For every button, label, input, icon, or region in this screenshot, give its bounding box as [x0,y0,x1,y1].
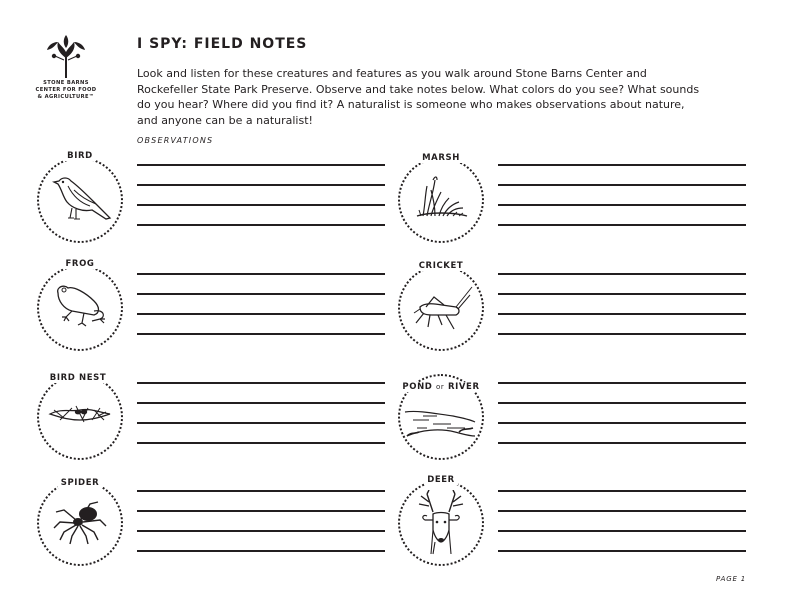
spider-icon [50,496,110,546]
bird-nest-label: BIRD NEST [47,373,109,383]
or-label: or [436,383,445,391]
marsh-label: MARSH [419,153,463,163]
bird-nest-icon [48,400,112,430]
pond-or-river-notes-lines[interactable] [498,382,746,462]
stone-barns-logo [24,34,108,101]
logo-line-3: & AGRICULTURE™ [37,94,95,100]
logo-line-2: CENTER FOR FOOD [35,87,97,93]
bird-label: BIRD [64,151,96,161]
deer-notes-lines[interactable] [498,490,746,570]
pond-label: POND [402,382,433,392]
page-title: I SPY: FIELD NOTES [137,36,308,52]
marsh-notes-lines[interactable] [498,164,746,244]
bird-notes-lines[interactable] [137,164,385,244]
deer-label: DEER [424,475,458,485]
pond-icon [403,406,477,440]
deer-icon [415,490,467,556]
river-label: RIVER [447,382,480,392]
spider-notes-lines[interactable] [137,490,385,570]
page-number: PAGE 1 [716,575,746,583]
tree-logo-icon [46,34,86,78]
observations-heading: OBSERVATIONS [137,136,214,145]
frog-icon [52,281,108,331]
bird-nest-notes-lines[interactable] [137,382,385,462]
logo-line-1: STONE BARNS [43,80,89,86]
cricket-label: CRICKET [416,261,467,271]
spider-label: SPIDER [58,478,103,488]
cricket-icon [412,283,474,331]
frog-notes-lines[interactable] [137,273,385,353]
pond-or-river-label [399,382,482,392]
intro-paragraph: Look and listen for these creatures and features as you walk around Stone Barns Center and Rockefeller State Park Preserve. Observe and take notes below. What colors do you see? What sounds do you hear? Where did you find it? A naturalist is someone who makes observations about nature, and anyone can be a naturalist! [137,67,700,127]
cricket-notes-lines[interactable] [498,273,746,353]
marsh-icon [413,172,471,222]
frog-label: FROG [63,259,98,269]
bird-icon [52,172,112,226]
